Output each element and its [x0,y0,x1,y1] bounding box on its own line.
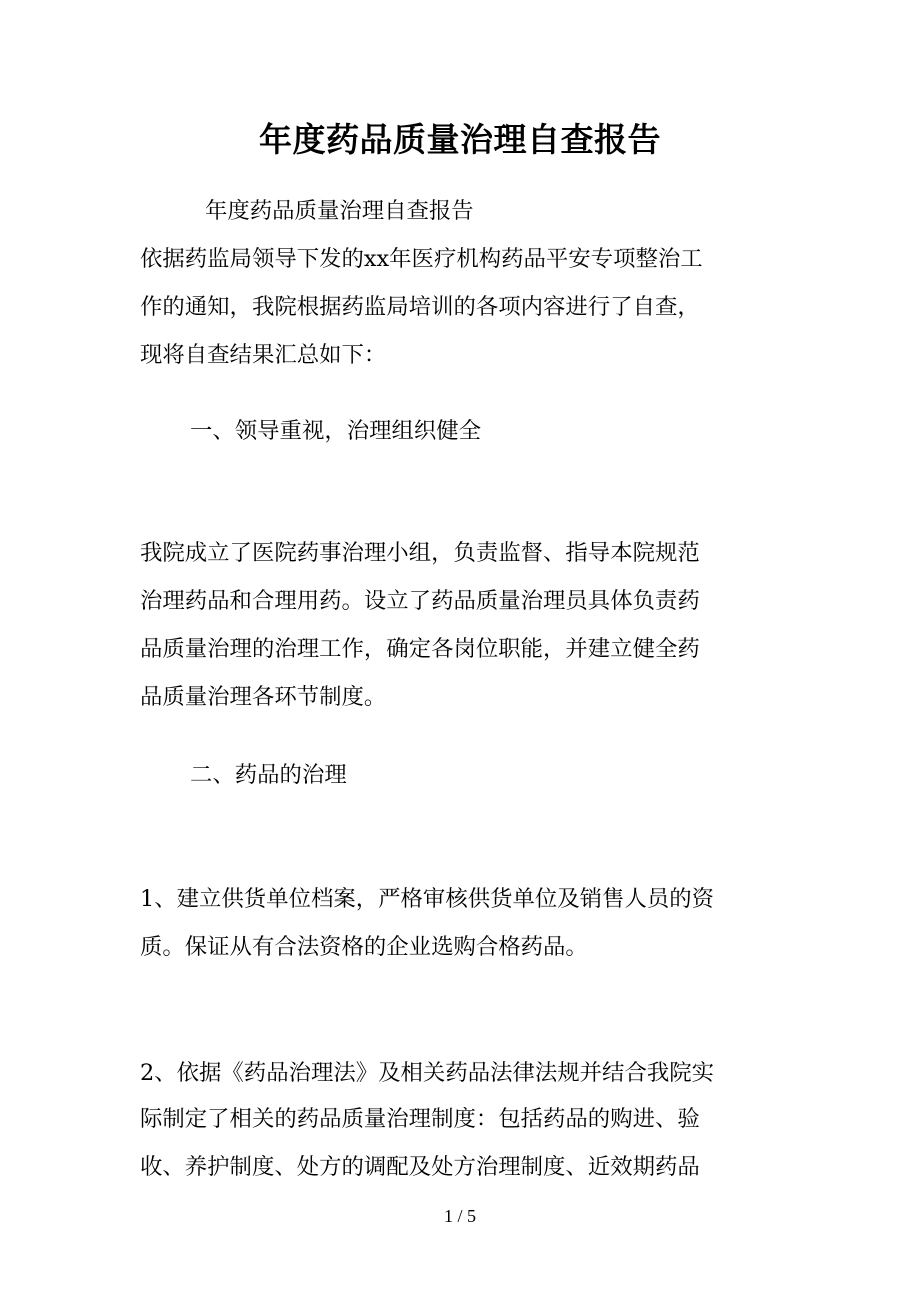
item-2-line-2: 际制定了相关的药品质量治理制度：包括药品的购进、验 [140,1106,700,1132]
item-1-line-2: 质。保证从有合法资格的企业选购合格药品。 [140,934,588,960]
section-1-heading: 一、领导重视，治理组织健全 [190,418,482,444]
section-1-line-4: 品质量治理各环节制度。 [140,684,387,710]
section-2-heading: 二、药品的治理 [190,762,347,788]
document-subtitle: 年度药品质量治理自查报告 [205,198,474,224]
section-1-line-3: 品质量治理的治理工作，确定各岗位职能，并建立健全药 [140,636,700,662]
section-1-line-1: 我院成立了医院药事治理小组，负责监督、指导本院规范 [140,540,700,566]
section-1-line-2: 治理药品和合理用药。设立了药品质量治理员具体负责药 [140,588,700,614]
page-number: 1 / 5 [443,1206,476,1226]
item-2-line-1: 2、依据《药品治理法》及相关药品法律法规并结合我院实 [140,1060,715,1086]
intro-line-3: 现将自查结果汇总如下： [140,342,387,368]
document-title: 年度药品质量治理自查报告 [259,120,661,159]
item-1-line-1: 1、建立供货单位档案，严格审核供货单位及销售人员的资 [140,886,715,912]
intro-line-1: 依据药监局领导下发的xx年医疗机构药品平安专项整治工 [140,246,703,272]
intro-line-2: 作的通知，我院根据药监局培训的各项内容进行了自查， [140,294,700,320]
item-2-line-3: 收、养护制度、处方的调配及处方治理制度、近效期药品 [140,1154,700,1180]
